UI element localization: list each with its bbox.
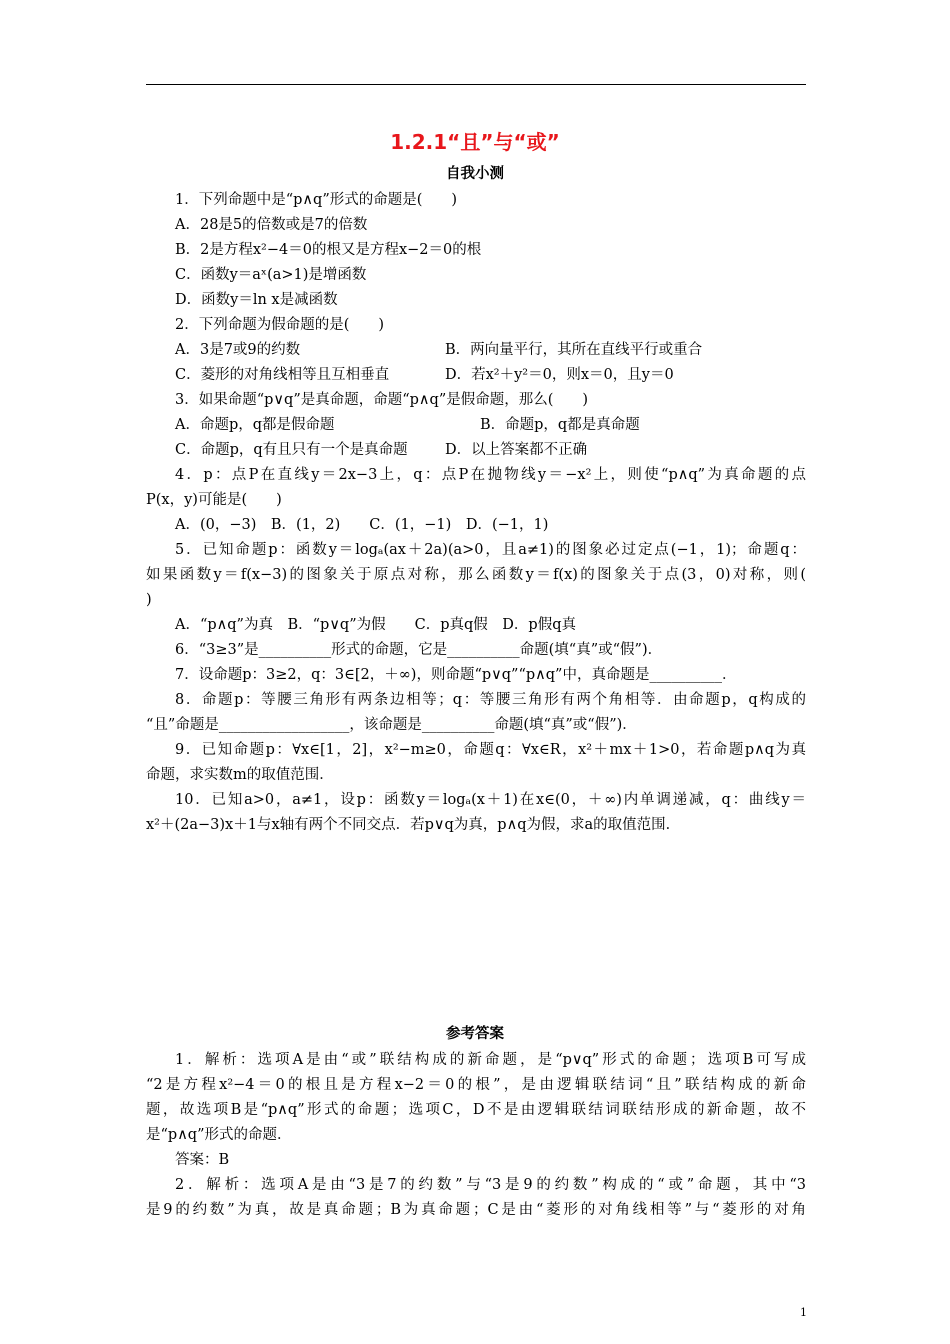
q2-row-2 (146, 363, 806, 388)
questions (146, 188, 806, 838)
section-title-self-test: 自我小测 (446, 166, 504, 182)
q3-option-c: C．命题p，q有且只有一个是真命题 (175, 442, 408, 458)
q2-row-1 (146, 338, 806, 363)
q1-stem: 1．下列命题中是“p∧q”形式的命题是( ) (175, 192, 458, 208)
q2-option-d: D．若x²＋y²＝0，则x＝0，且y＝0 (445, 367, 674, 383)
q6: 6．“3≥3”是__________形式的命题，它是__________命题(填“真”或“假”)． (175, 642, 663, 658)
ans1-line-2: “2是方程x²−4＝0的根且是方程x−2＝0的根”，是由逻辑联结词“且”联结构成的新命 (146, 1077, 806, 1093)
q10-line-2: x²＋(2a−3)x＋1与x轴有两个不同交点．若p∨q为真，p∧q为假，求a的取值范围． (146, 817, 681, 833)
q3-option-a: A．命题p，q都是假命题 (175, 417, 335, 433)
ans1-answer: 答案：B (175, 1152, 230, 1168)
ans2-line-2: 是9的约数”为真，故是真命题；B为真命题；C是由“菱形的对角线相等”与“菱形的对角 (146, 1202, 806, 1218)
q1-option-a: A．28是5的倍数或是7的倍数 (175, 217, 368, 233)
q5-stem-line-3: ) (146, 592, 152, 608)
q3-option-b: B．命题p，q都是真命题 (480, 417, 640, 433)
answers (146, 1048, 806, 1223)
q3-stem: 3．如果命题“p∨q”是真命题，命题“p∧q”是假命题，那么( ) (175, 392, 589, 408)
ans1-line-4: 是“p∧q”形式的命题． (146, 1127, 292, 1143)
q4-options: A．(0，−3) B．(1，2) C．(1，−1) D．(−1，1) (175, 517, 549, 533)
q9-line-1: 9．已知命题p：∀x∈[1，2]，x²−m≥0，命题q：∀x∈R，x²＋mx＋1>0，若命题p∧q为真 (175, 742, 806, 758)
q2-stem: 2．下列命题为假命题的是( ) (175, 317, 385, 333)
q4-stem-line-2: P(x，y)可能是( ) (146, 492, 282, 508)
ans1-line-3: 题，故选项B是“p∧q”形式的命题；选项C，D不是由逻辑联结词联结形成的新命题，故不 (146, 1102, 806, 1118)
q1-option-d: D．函数y＝ln x是减函数 (175, 292, 338, 308)
q2-option-b: B．两向量平行，其所在直线平行或重合 (445, 342, 703, 358)
q1-option-b: B．2是方程x²−4＝0的根又是方程x−2＝0的根 (175, 242, 482, 258)
q5-stem-line-1: 5．已知命题p：函数y＝logₐ(ax＋2a)(a>0，且a≠1)的图象必过定点(−1，1)；命题q： (175, 542, 806, 558)
q4-stem-line-1: 4．p：点P在直线y＝2x−3上，q：点P在抛物线y＝−x²上，则使“p∧q”为真命题的点 (175, 467, 806, 483)
q5-stem-line-2: 如果函数y＝f(x−3)的图象关于原点对称，那么函数y＝f(x)的图象关于点(3，0)对称，则( (146, 567, 806, 583)
ans2-line-1: 2．解析：选项A是由“3是7的约数”与“3是9的约数”构成的“或”命题，其中“3 (175, 1177, 806, 1193)
q3-row-1 (146, 413, 806, 438)
q2-option-a: A．3是7或9的约数 (175, 342, 301, 358)
q3-row-2 (146, 438, 806, 463)
q3-option-d: D．以上答案都不正确 (445, 442, 588, 458)
header-rule (146, 84, 806, 85)
q8-line-2: “且”命题是__________________，该命题是__________命题(填“真”或“假”)． (146, 717, 637, 733)
page-title: 1.2.1“且”与“或” (390, 130, 560, 154)
q2-option-c: C．菱形的对角线相等且互相垂直 (175, 367, 390, 383)
q10-line-1: 10．已知a>0，a≠1，设p：函数y＝logₐ(x＋1)在x∈(0，＋∞)内单调递减，q：曲线y＝ (175, 792, 806, 808)
q5-options: A．“p∧q”为真 B．“p∨q”为假 C．p真q假 D．p假q真 (175, 617, 576, 633)
q1-option-c: C．函数y＝aˣ(a>1)是增函数 (175, 267, 367, 283)
section-title-answers: 参考答案 (446, 1026, 504, 1042)
ans1-line-1: 1．解析：选项A是由“或”联结构成的新命题，是“p∨q”形式的命题；选项B可写成 (175, 1052, 806, 1068)
q9-line-2: 命题，求实数m的取值范围． (146, 767, 334, 783)
q7: 7．设命题p：3≥2，q：3∈[2，＋∞)，则命题“p∨q”“p∧q”中，真命题是__________． (175, 667, 737, 683)
page-number: 1 (800, 1306, 807, 1319)
q8-line-1: 8．命题p：等腰三角形有两条边相等；q：等腰三角形有两个角相等．由命题p，q构成的 (175, 692, 806, 708)
